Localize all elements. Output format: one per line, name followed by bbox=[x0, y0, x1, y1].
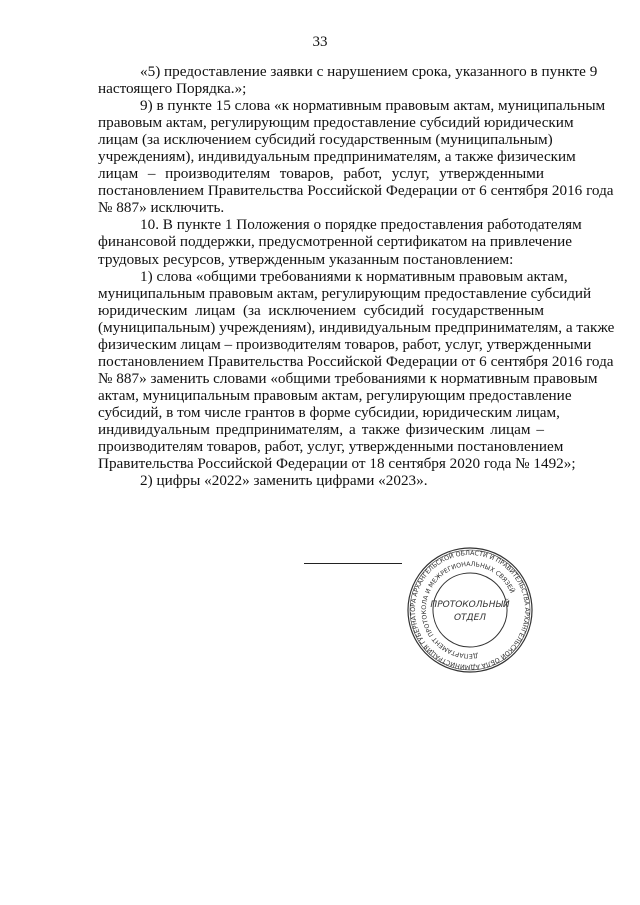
text-line: 9) в пункте 15 слова «к нормативным правовым актам, муниципальным bbox=[140, 97, 606, 115]
text-line: лицам (за исключением субсидий государственным (муниципальным) bbox=[98, 131, 553, 149]
signature-line bbox=[304, 563, 402, 565]
stamp-inner-text: ДЕПАРТАМЕНТ ПРОТОКОЛА И МЕЖРЕГИОНАЛЬНЫХ СВЯЗЕЙ bbox=[420, 560, 516, 660]
text-line: трудовых ресурсов, утвержденным указанным постановлением: bbox=[98, 250, 514, 268]
document-body bbox=[98, 63, 615, 490]
text-line: физическим лицам – производителям товаров, работ, услуг, утвержденными bbox=[98, 335, 592, 353]
text-line: Правительства Российской Федерации от 18 сентября 2020 года № 1492»; bbox=[98, 455, 576, 473]
text-line: юридическим лицам (за исключением субсидий государственным bbox=[98, 301, 544, 319]
text-line: 1) слова «общими требованиями к нормативным правовым актам, bbox=[140, 267, 568, 285]
text-line: постановлением Правительства Российской Федерации от 6 сентября 2016 года bbox=[98, 352, 614, 370]
text-line: постановлением Правительства Российской Федерации от 6 сентября 2016 года bbox=[98, 182, 614, 200]
text-line: финансовой поддержки, предусмотренной сертификатом на привлечение bbox=[98, 233, 573, 251]
text-line: актам, муниципальным правовым актам, регулирующим предоставление bbox=[98, 386, 572, 404]
text-line: № 887» исключить. bbox=[98, 199, 225, 217]
text-line: муниципальным правовым актам, регулирующим предоставление субсидий bbox=[98, 284, 592, 302]
stamp-center-line2: ОТДЕЛ bbox=[453, 613, 487, 623]
page-number: 33 bbox=[312, 34, 328, 50]
text-line: правовым актам, регулирующим предоставление субсидий юридическим bbox=[98, 114, 574, 132]
text-line: лицам – производителям товаров, работ, услуг, утвержденными bbox=[98, 165, 544, 183]
text-line: субсидий, в том числе грантов в форме субсидии, юридическим лицам, bbox=[98, 403, 560, 421]
stamp-center-line1: ПРОТОКОЛЬНЫЙ bbox=[430, 600, 510, 610]
text-line: «5) предоставление заявки с нарушением срока, указанного в пункте 9 bbox=[140, 63, 598, 80]
text-line: учреждениям), индивидуальным предпринимателям, а также физическим bbox=[98, 148, 576, 166]
text-line: № 887» заменить словами «общими требованиями к нормативным правовым bbox=[98, 369, 598, 387]
text-line: (муниципальным) учреждениям), индивидуальным предпринимателям, а также bbox=[98, 318, 615, 336]
text-line: 10. В пункте 1 Положения о порядке предоставления работодателям bbox=[140, 216, 582, 234]
text-line: 2) цифры «2022» заменить цифрами «2023». bbox=[140, 472, 428, 490]
stamp-outer-text: АДМИНИСТРАЦИЯ ГУБЕРНАТОРА АРХАНГЕЛЬСКОЙ ОБЛАСТИ И ПРАВИТЕЛЬСТВА АРХАНГЕЛЬСКОЙ ОБЛАСТИ bbox=[409, 549, 531, 671]
official-stamp bbox=[405, 545, 535, 675]
text-line: настоящего Порядка.»; bbox=[98, 80, 247, 98]
text-line: производителям товаров, работ, услуг, утвержденными постановлением bbox=[98, 438, 564, 456]
text-line: индивидуальным предпринимателям, а также физическим лицам – bbox=[98, 420, 544, 438]
